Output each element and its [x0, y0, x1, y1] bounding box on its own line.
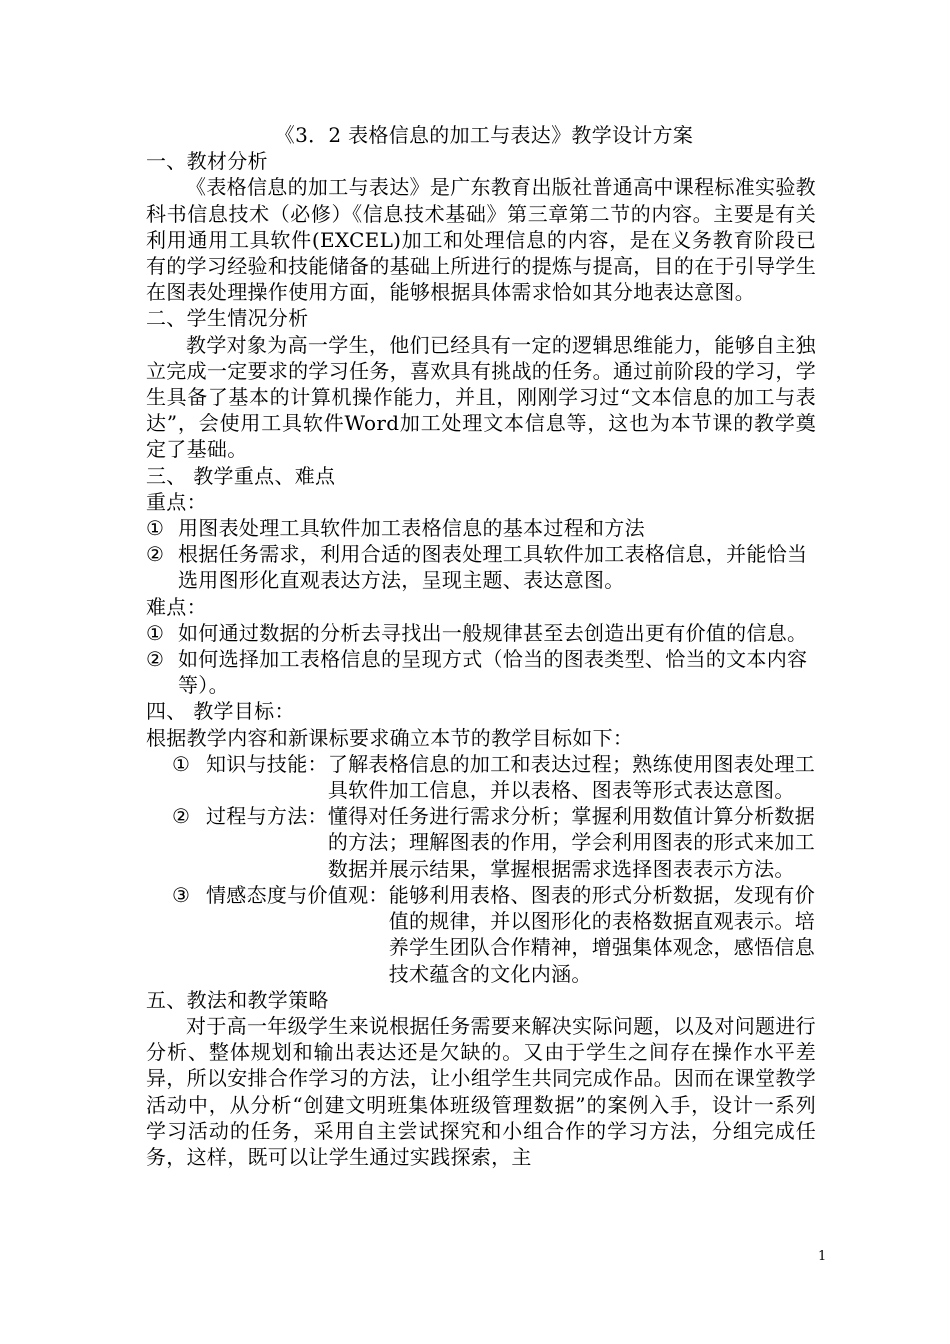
objective-item — [172, 803, 816, 882]
objective-text: 了解表格信息的加工和表达过程；熟练使用图表处理工具软件加工信息，并以表格、图表等形式表达意图。 — [327, 751, 816, 803]
item-text: 如何选择加工表格信息的呈现方式（恰当的图表类型、恰当的文本内容等）。 — [178, 647, 808, 698]
document-title: 《3．2 表格信息的加工与表达》教学设计方案 — [274, 123, 694, 147]
section-paragraph-1: 《表格信息的加工与表达》是广东教育出版社普通高中课程标准实验教科书信息技术（必修）《信息技术基础》第三章第二节的内容。主要是有关利用通用工具软件(EXCEL)加工和处理信息的内容，是在义务教育阶段已有的学习经验和技能储备的基础上所进行的提炼与提高，目的在于引导学生在图表处理操作使用方面，能够根据具体需求恰如其分地表达意图。 — [146, 175, 816, 305]
item-marker: ③ — [172, 882, 191, 907]
section-heading-3: 三、 教学重点、难点 — [146, 463, 336, 488]
difficult-point-item — [146, 646, 816, 698]
item-marker: ② — [172, 804, 191, 829]
objective-text: 懂得对任务进行需求分析；掌握利用数值计算分析数据的方法；理解图表的作用，学会利用图表的形式来加工数据并展示结果，掌握根据需求选择图表表示方法。 — [327, 804, 816, 881]
section-heading-4: 四、 教学目标： — [146, 699, 295, 724]
objective-label: 过程与方法： — [206, 804, 328, 829]
item-text: 根据任务需求，利用合适的图表处理工具软件加工表格信息，并能恰当选用图形化直观表达方法，呈现主题、表达意图。 — [178, 542, 808, 593]
section-heading-5: 五、教法和教学策略 — [146, 987, 329, 1012]
item-marker: ① — [172, 751, 191, 776]
item-marker: ① — [146, 620, 165, 645]
objective-item — [172, 751, 816, 803]
objective-item — [172, 882, 816, 987]
document-body — [146, 122, 816, 1170]
key-point-item — [146, 541, 816, 593]
key-points-label: 重点： — [146, 489, 207, 514]
section-heading-2: 二、学生情况分析 — [146, 306, 309, 331]
item-marker: ① — [146, 516, 165, 541]
key-point-item — [146, 515, 816, 541]
difficult-points-label: 难点： — [146, 594, 207, 619]
objective-label: 情感态度与价值观： — [206, 882, 389, 907]
objective-text: 能够利用表格、图表的形式分析数据，发现有价值的规律，并以图形化的表格数据直观表示。培养学生团队合作精神，增强集体观念，感悟信息技术蕴含的文化内涵。 — [388, 882, 816, 986]
page-number: 1 — [818, 1249, 827, 1264]
item-text: 用图表处理工具软件加工表格信息的基本过程和方法 — [178, 516, 645, 541]
section-paragraph-5: 对于高一年级学生来说根据任务需要来解决实际问题，以及对问题进行分析、整体规划和输出表达还是欠缺的。又由于学生之间存在操作水平差异，所以安排合作学习的方法，让小组学生共同完成作品。因而在课堂教学活动中，从分析“创建文明班集体班级管理数据”的案例入手，设计一系列学习活动的任务，采用自主尝试探究和小组合作的学习方法，分组完成任务，这样，既可以让学生通过实践探索，主 — [146, 1013, 816, 1169]
objective-label: 知识与技能： — [206, 751, 328, 776]
item-marker: ② — [146, 647, 165, 672]
objectives-intro: 根据教学内容和新课标要求确立本节的教学目标如下： — [146, 725, 634, 750]
item-text: 如何通过数据的分析去寻找出一般规律甚至去创造出更有价值的信息。 — [178, 620, 808, 645]
section-heading-1: 一、教材分析 — [146, 149, 268, 174]
difficult-point-item — [146, 620, 816, 646]
item-marker: ② — [146, 542, 165, 567]
section-paragraph-2: 教学对象为高一学生，他们已经具有一定的逻辑思维能力，能够自主独立完成一定要求的学习任务，喜欢具有挑战的任务。通过前阶段的学习，学生具备了基本的计算机操作能力，并且，刚刚学习过“文本信息的加工与表达”，会使用工具软件Word加工处理文本信息等，这也为本节课的教学奠定了基础。 — [146, 332, 816, 462]
